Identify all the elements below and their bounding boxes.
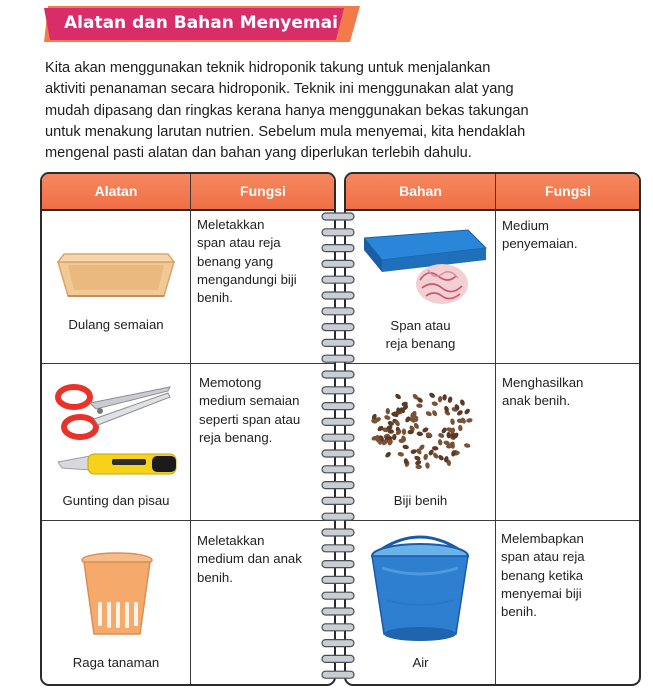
spiral-ring bbox=[322, 592, 354, 599]
function-line: span atau reja bbox=[501, 549, 585, 565]
seed bbox=[441, 427, 448, 435]
seed bbox=[463, 408, 471, 416]
function-line: benang ketika bbox=[501, 567, 584, 583]
seed bbox=[450, 418, 456, 425]
spiral-ring bbox=[322, 339, 354, 346]
seed bbox=[428, 392, 436, 399]
section-title-banner bbox=[44, 6, 360, 42]
row-divider bbox=[346, 363, 639, 364]
materials-function-text bbox=[502, 217, 578, 254]
tools-table-header bbox=[42, 174, 334, 211]
seed bbox=[431, 401, 438, 407]
function-line: span atau reja bbox=[197, 235, 281, 251]
function-line: menyemai biji bbox=[501, 585, 582, 601]
seed bbox=[384, 451, 392, 459]
intro-paragraph bbox=[45, 58, 635, 164]
intro-line: untuk menakung larutan nutrien. Sebelum mula menyemai, kita hendaklah bbox=[45, 123, 526, 140]
seed bbox=[425, 410, 433, 417]
seed bbox=[431, 409, 438, 417]
function-line: anak benih. bbox=[502, 393, 571, 409]
scissors-image bbox=[52, 379, 172, 445]
sponge-and-yarn-image bbox=[364, 226, 490, 314]
spiral-ring bbox=[322, 497, 354, 504]
intro-line: Kita akan menggunakan teknik hidroponik takung untuk menjalankan bbox=[45, 60, 491, 76]
spiral-ring bbox=[322, 229, 354, 236]
seed bbox=[397, 451, 404, 457]
tools-table bbox=[40, 172, 336, 686]
seed bbox=[438, 439, 443, 446]
tools-column-header: Alatan bbox=[94, 183, 138, 199]
seed bbox=[399, 439, 405, 443]
row-divider bbox=[42, 520, 334, 521]
spiral-ring bbox=[322, 513, 354, 520]
spiral-ring bbox=[322, 308, 354, 315]
seed bbox=[402, 428, 407, 435]
materials-function-text bbox=[502, 374, 583, 411]
spiral-ring bbox=[322, 529, 354, 536]
spiral-ring bbox=[322, 655, 354, 662]
seed bbox=[447, 396, 453, 403]
spiral-ring bbox=[322, 403, 354, 410]
tools-function-text bbox=[197, 216, 297, 307]
row-divider bbox=[42, 363, 334, 364]
function-line: mengandungi biji bbox=[197, 271, 297, 287]
seed-tray-image bbox=[52, 246, 180, 310]
seed bbox=[394, 393, 402, 401]
function-line: Meletakkan bbox=[197, 533, 265, 548]
spiral-ring bbox=[322, 292, 354, 299]
function-line: Menghasilkan bbox=[502, 375, 584, 390]
seed bbox=[438, 396, 443, 403]
materials-column-header: Bahan bbox=[399, 183, 442, 199]
seed bbox=[466, 418, 473, 424]
seed bbox=[423, 453, 429, 460]
tools-function-text bbox=[199, 374, 300, 447]
seed bbox=[385, 408, 390, 415]
spiral-ring bbox=[322, 624, 354, 631]
intro-line: mengenal pasti alatan dan bahan yang diperlukan terlebih dahulu. bbox=[45, 145, 472, 162]
spiral-ring bbox=[322, 276, 354, 283]
column-divider bbox=[190, 174, 191, 684]
spiral-ring bbox=[322, 545, 354, 552]
seed bbox=[384, 414, 392, 420]
seed bbox=[410, 449, 417, 455]
function-line: seperti span atau bbox=[199, 411, 301, 427]
materials-function-text bbox=[501, 530, 585, 621]
function-line: medium dan anak bbox=[197, 551, 302, 567]
materials-item-label bbox=[346, 317, 495, 354]
spiral-ring bbox=[322, 608, 354, 615]
seed bbox=[459, 399, 465, 407]
label-line: Air bbox=[412, 655, 429, 670]
function-line: Medium bbox=[502, 218, 549, 233]
materials-table-header bbox=[346, 174, 639, 211]
function-line: Meletakkan bbox=[197, 217, 265, 232]
tools-item-label: Dulang semaian bbox=[68, 317, 164, 332]
intro-line: aktiviti penanaman secara hidroponik. Teknik ini menggunakan alat yang bbox=[45, 81, 514, 98]
spiral-ring bbox=[322, 466, 354, 473]
spiral-ring bbox=[322, 260, 354, 267]
function-line: medium semaian bbox=[199, 393, 300, 409]
section-title: Alatan dan Bahan Menyemai bbox=[64, 13, 338, 33]
spiral-ring bbox=[322, 671, 354, 678]
seed bbox=[442, 394, 447, 401]
row-divider bbox=[346, 520, 639, 521]
seeds-image bbox=[368, 380, 480, 480]
seed bbox=[425, 462, 430, 469]
function-line: Melembapkan bbox=[501, 531, 584, 546]
materials-item-label bbox=[346, 654, 495, 672]
function-line: benih. bbox=[197, 290, 233, 306]
water-bucket-image bbox=[368, 534, 472, 648]
seed bbox=[422, 426, 430, 433]
function-line: reja benang. bbox=[199, 429, 273, 445]
spiral-binding bbox=[318, 205, 358, 680]
materials-function-column-header: Fungsi bbox=[545, 183, 591, 199]
seed bbox=[392, 434, 397, 441]
seed bbox=[464, 443, 471, 449]
tools-item-label: Raga tanaman bbox=[72, 655, 160, 670]
intro-line: mudah dipasang dan ringkas kerana hanya menggunakan bekas takungan bbox=[45, 102, 529, 119]
seed bbox=[416, 403, 423, 408]
function-line: penyemaian. bbox=[502, 236, 578, 252]
spiral-ring bbox=[322, 576, 354, 583]
spiral-ring bbox=[322, 371, 354, 378]
label-line: Span atau bbox=[390, 318, 451, 333]
spiral-ring bbox=[322, 450, 354, 457]
tools-item-label: Gunting dan pisau bbox=[62, 493, 170, 508]
function-line: benih. bbox=[197, 569, 233, 585]
spiral-ring bbox=[322, 355, 354, 362]
seed bbox=[437, 454, 445, 462]
function-line: benang yang bbox=[197, 253, 274, 269]
label-line: reja benang bbox=[385, 336, 456, 352]
spiral-ring bbox=[322, 213, 354, 220]
spiral-ring bbox=[322, 434, 354, 441]
function-line: benih. bbox=[501, 604, 537, 620]
spiral-ring bbox=[322, 245, 354, 252]
materials-table bbox=[344, 172, 641, 686]
label-line: Biji benih bbox=[393, 493, 448, 508]
spiral-ring bbox=[322, 640, 354, 647]
seed bbox=[415, 465, 421, 470]
seed bbox=[416, 431, 423, 436]
column-divider bbox=[495, 174, 496, 684]
function-line: Memotong bbox=[199, 375, 262, 390]
spiral-ring bbox=[322, 561, 354, 568]
tools-function-text bbox=[197, 532, 302, 587]
spiral-ring bbox=[322, 324, 354, 331]
spiral-ring bbox=[322, 387, 354, 394]
seed bbox=[458, 425, 463, 432]
spiral-ring bbox=[322, 418, 354, 425]
tools-function-column-header: Fungsi bbox=[240, 183, 286, 199]
materials-item-label bbox=[346, 492, 495, 510]
spiral-ring bbox=[322, 482, 354, 489]
cutter-knife-image bbox=[56, 450, 182, 482]
seed bbox=[402, 444, 409, 450]
net-pot-image bbox=[80, 552, 154, 642]
